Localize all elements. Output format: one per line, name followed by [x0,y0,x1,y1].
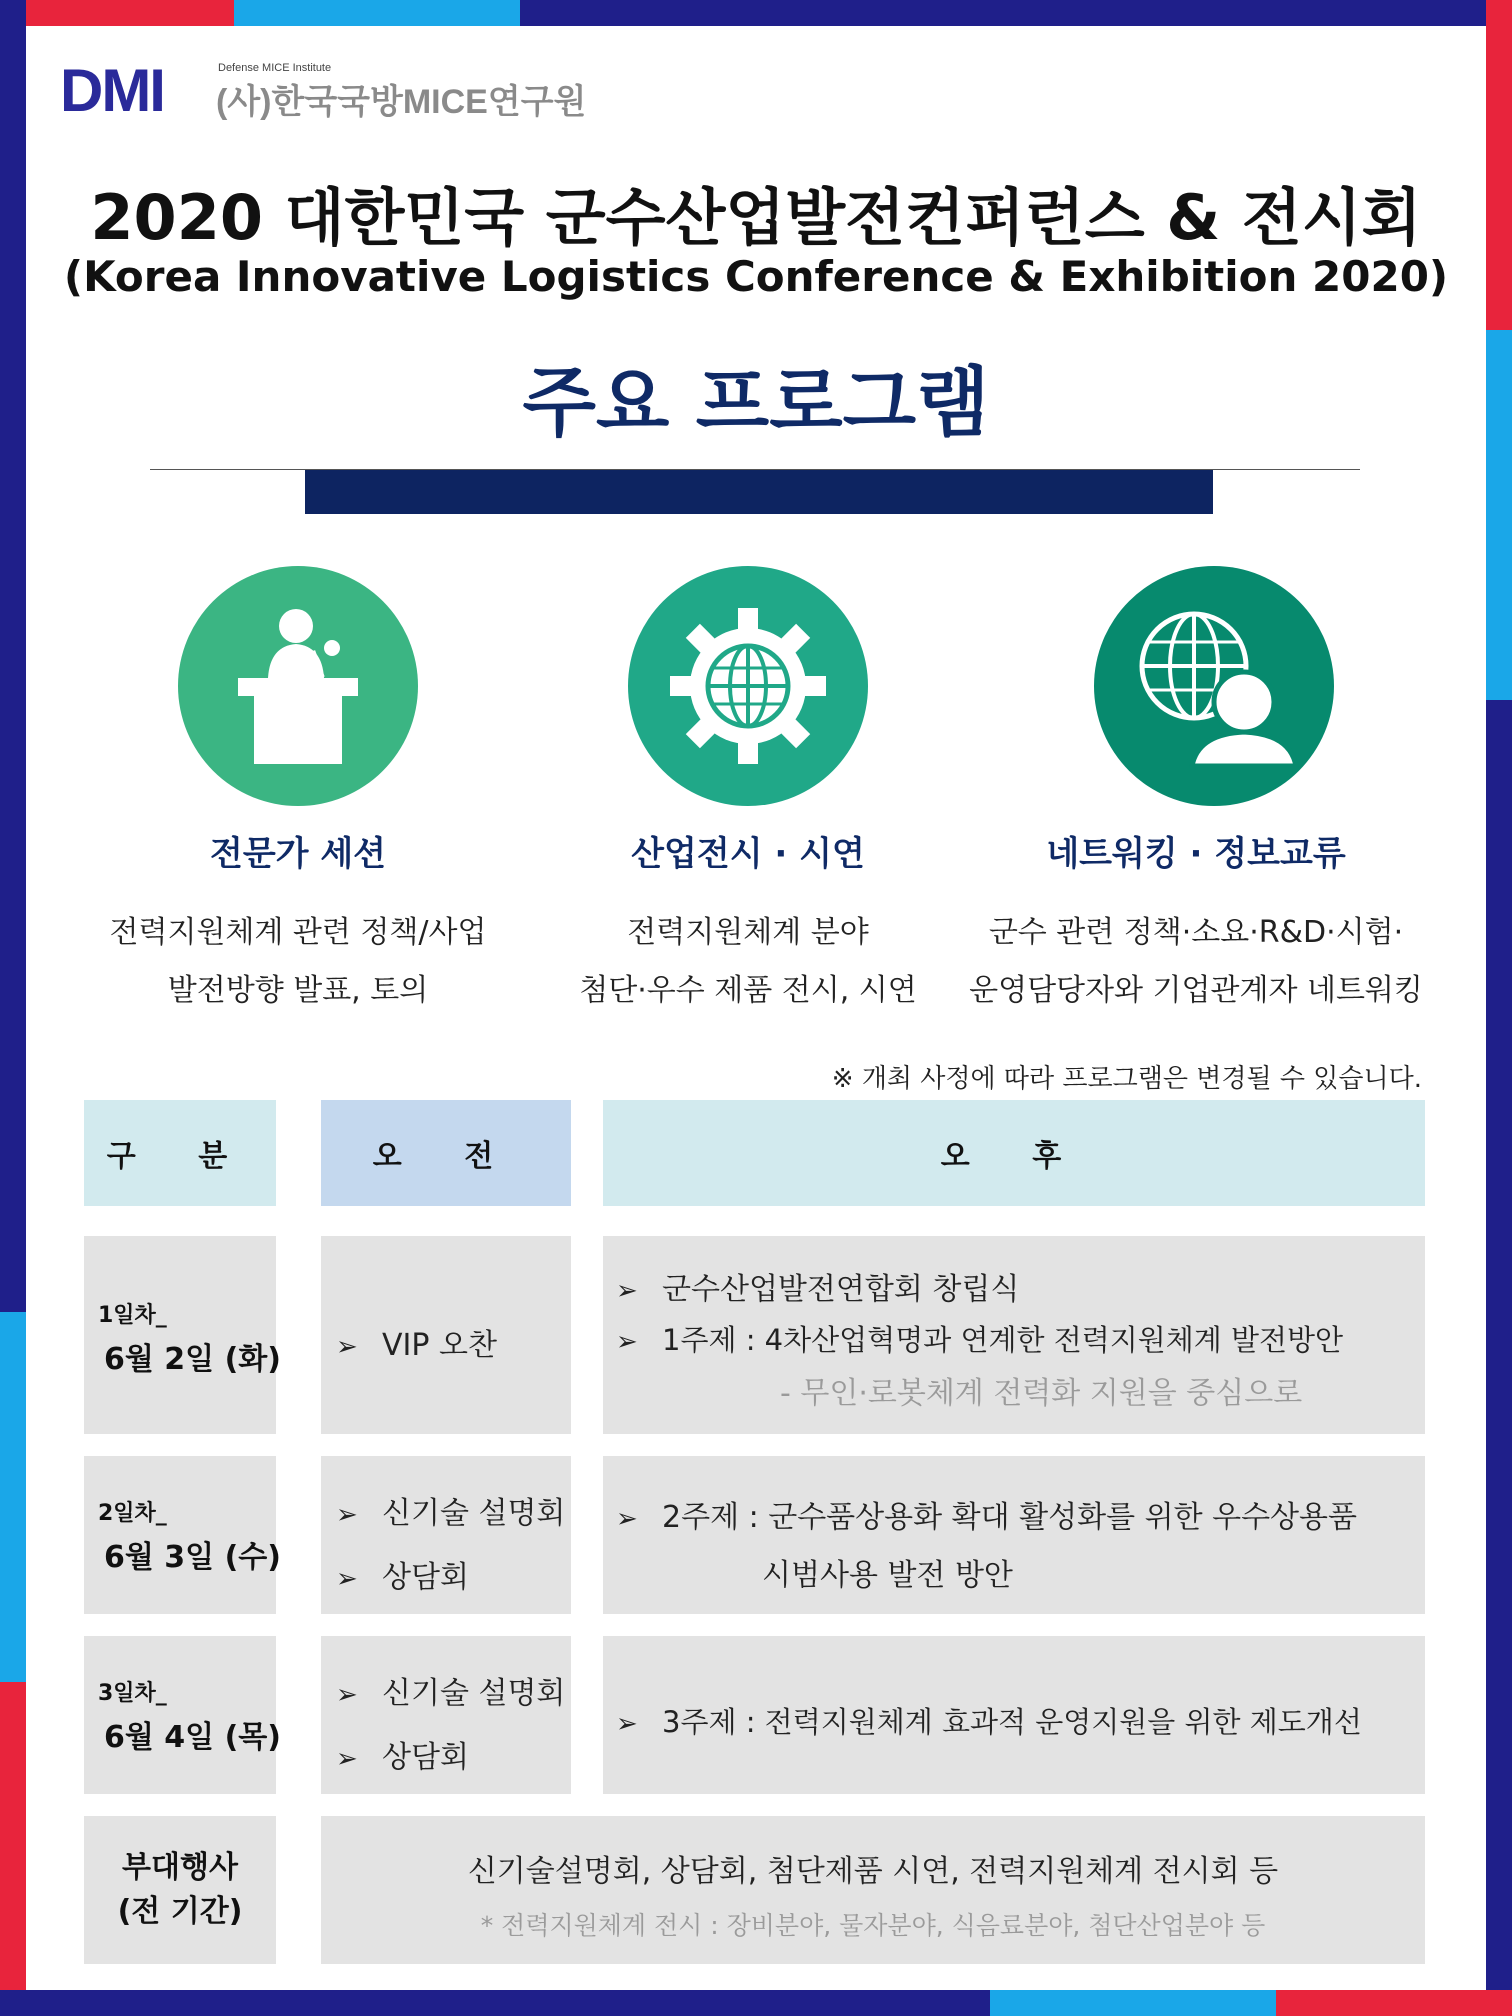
bullet-arrow-icon: ➢ [336,1564,358,1594]
bottom-border-sky [990,1990,1276,2016]
bullet-arrow-icon: ➢ [616,1327,638,1357]
bullet-arrow-icon: ➢ [336,1744,358,1774]
dmi-logo [60,57,620,124]
feature-icon-circle-2 [628,566,868,806]
bullet-arrow-icon: ➢ [616,1709,638,1739]
bullet-arrow-icon: ➢ [336,1500,358,1530]
bullet-arrow-icon: ➢ [336,1680,358,1710]
feature-desc-3-line-2: 운영담당자와 기업관계자 네트워킹 [969,973,1423,1008]
feature-icon-circle-3 [1094,566,1334,806]
feature-desc-2-line-1: 전력지원체계 분야 [627,915,869,950]
globe-person-icon [1094,566,1334,806]
gear-globe-icon [628,566,868,806]
feature-title-2: 산업전시 · 시연 [631,834,865,874]
left-border-sky [0,1312,26,1682]
feature-desc-3 [966,904,1426,1020]
row-2-date: 6월 3일 (수) [104,1540,281,1575]
row-3-day-label: 3일차_ [98,1681,167,1706]
row-1-morning-item-1: ➢ VIP 오찬 [336,1328,497,1363]
bottom-border-navy [0,1990,990,2016]
feature-title-3: 네트워킹 · 정보교류 [1046,834,1346,874]
row-3-afternoon-item-1: ➢ 3주제 : 전력지원체계 효과적 운영지원을 위한 제도개선 [616,1705,1362,1739]
header-afternoon: 오 후 [603,1100,1425,1206]
right-border-navy [1486,700,1512,2016]
header-morning: 오 전 [321,1100,571,1206]
schedule-notice: ※ 개최 사정에 따라 프로그램은 변경될 수 있습니다. [831,1064,1422,1094]
side-event-label [84,1846,276,1934]
left-border-red [0,1682,26,2016]
row-3-date: 6월 4일 (목) [104,1720,281,1755]
title-divider-bar [305,470,1213,514]
side-event-label-line-1: 부대행사 [122,1850,238,1885]
row-2-morning-item-2: ➢ 상담회 [336,1560,469,1595]
dmi-org-name: (사)한국국방MICE연구원 [216,83,587,121]
right-border-sky [1486,330,1512,700]
row-2-morning-item-1: ➢ 신기술 설명회 [336,1496,566,1531]
side-event-label-line-2: (전 기간) [117,1894,243,1929]
side-event-note: * 전력지원체계 전시 : 장비분야, 물자분야, 식음료분야, 첨단산업분야 등 [480,1911,1266,1940]
feature-desc-1-line-2: 발전방향 발표, 토의 [167,973,429,1008]
row-1-day-label: 1일차_ [98,1303,167,1328]
row-1-afternoon-subtext: - 무인·로봇체계 전력화 지원을 중심으로 [780,1376,1303,1411]
bullet-arrow-icon: ➢ [616,1504,638,1534]
row-1-date: 6월 2일 (화) [104,1342,281,1377]
main-title: 2020 대한민국 군수산업발전컨퍼런스 & 전시회 [90,181,1422,254]
top-border-navy [520,0,1512,26]
feature-icon-circle-1 [178,566,418,806]
row-2-afternoon-subtext: 시범사용 발전 방안 [762,1558,1013,1593]
dmi-logo-small-text: Defense MICE Institute [218,62,332,74]
left-border-navy [0,0,26,1312]
top-border-red [0,0,234,26]
row-3-morning-item-1: ➢ 신기술 설명회 [336,1676,566,1711]
row-3-morning-item-2: ➢ 상담회 [336,1740,469,1775]
feature-desc-2 [528,904,968,1020]
row-1-afternoon-item-1: ➢ 군수산업발전연합회 창립식 [616,1272,1020,1307]
row-2-afternoon-item-1: ➢ 2주제 : 군수품상용화 확대 활성화를 위한 우수상용품 [616,1500,1357,1535]
bottom-border-red [1276,1990,1512,2016]
feature-desc-1 [78,904,518,1020]
row-1-afternoon-item-2: ➢ 1주제 : 4차산업혁명과 연계한 전력지원체계 발전방안 [616,1323,1344,1357]
dmi-logo-mark: DMI [60,57,164,124]
feature-title-1: 전문가 세션 [209,834,387,874]
sub-title: (Korea Innovative Logistics Conference & Exhibition 2020) [63,252,1449,301]
feature-desc-1-line-1: 전력지원체계 관련 정책/사업 [109,915,487,950]
row-2-day-label: 2일차_ [98,1501,167,1526]
feature-desc-2-line-2: 첨단·우수 제품 전시, 시연 [579,973,917,1008]
side-event-main: 신기술설명회, 상담회, 첨단제품 시연, 전력지원체계 전시회 등 [467,1854,1279,1889]
right-border-red [1486,0,1512,330]
podium-speaker-icon [178,566,418,806]
bullet-arrow-icon: ➢ [616,1276,638,1306]
top-border-sky [234,0,520,26]
bullet-arrow-icon: ➢ [336,1332,358,1362]
feature-desc-3-line-1: 군수 관련 정책·소요·R&D·시험· [988,915,1404,950]
header-division: 구 분 [84,1100,276,1206]
section-title: 주요 프로그램 [522,358,990,447]
